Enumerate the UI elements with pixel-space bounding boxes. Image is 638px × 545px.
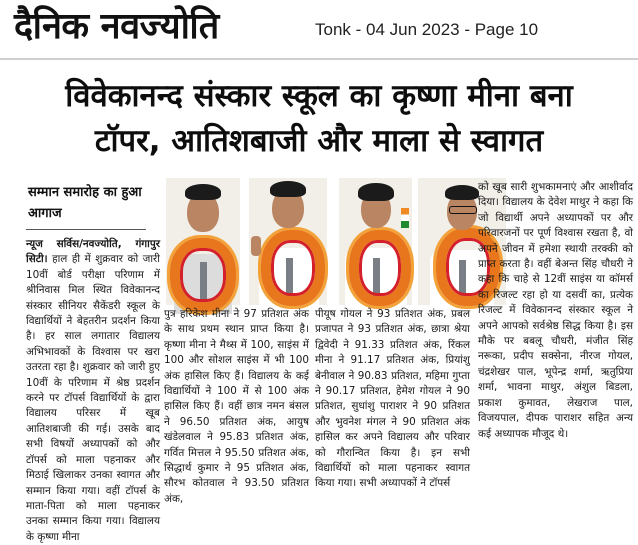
- article-column-1: [26, 237, 160, 543]
- article-dateline: न्यूज सर्विस/नवज्योति, गंगापुर सिटी।: [26, 238, 160, 266]
- spectacles-icon: [449, 206, 477, 214]
- masthead-divider: [0, 58, 638, 60]
- article-headline: [8, 74, 630, 164]
- article-column-3: पीयूष गोयल ने 93 प्रतिशत अंक, प्रबल प्रजापत ने 93 प्रतिशत अंक, छात्रा श्रेया द्विवेदी ने 91.33 प्रतिशत अंक, रिंकल मीना ने 91.17 प्रतिशत अंक, प्रियांशु बेनीवाल ने 90.83 प्रतिशत, महिमा गुप्ता ने 90.17 प्रतिशत, हेमेश गोयल ने 90 प्रतिशत, सुधांशु पाराशर ने 90 प्रतिशत और भुवनेश मंगल ने 90 प्रतिशत अंक हासिल कर अपने विद्यालय और परिवार को गौरान्वित किया है। इन सभी विद्यार्थियों को माला पहनाकर स्वागत किया गया। सभी अध्यापकों ने टॉपर्स: [315, 308, 470, 490]
- column-1-text: हाल ही में शुक्रवार को जारी 10वीं बोर्ड परीक्षा परिणाम में श्रीनिवास मिल स्थित विवेकानन्द संस्कार सीनियर सैकेंडरी स्कूल के विद्यार्थियों ने बेहतरीन प्रदर्शन किया है। हर साल लगातार विद्यालय अभिभावकों के विश्वास पर खरा उतरता रहा है। शुक्रवार को जारी हुए 10वीं के परिणाम में श्रेष्ठ प्रदर्शन करने पर टॉपर्स विद्यार्थियों के द्वारा विद्यालय परिसर में खूब आतिशबाजी की गई। उसके बाद सभी विषयों अध्यापकों को और टॉपर्स को माला पहनाकर और मिठाई खिलाकर उनका स्वागत और सम्मान किया गया। वहीं टॉपर्स के माता-पिता को माला पहनाकर उनका सम्मान किया गया। विद्यालय के कृष्णा मीना: [26, 253, 160, 543]
- article-subhead: सम्मान समारोह का हुआ आगाज: [28, 185, 142, 221]
- article-column-2: पुत्र हरिकेश मीना ने 97 प्रतिशत अंक के साथ प्रथम स्थान प्राप्त किया है। कृष्णा मीना ने मैथ्स में 100, साइंस में 100 और सोशल साइंस में भी 100 अंक हासिल किए हैं। विद्यालय के कई विद्यार्थियों ने 100 में से 100 अंक हासिल किए हैं। वहीं छात्र नमन बंसल ने 96.50 प्रतिशत अंक, आयुष खंडेलवाल ने 95.83 प्रतिशत अंक, गर्वित मित्तल ने 95.50 प्रतिशत अंक, सिद्धार्थ कुमार ने 95 प्रतिशत अंक, सौरभ कोतवाल ने 93.50 प्रतिशत अंक,: [164, 308, 309, 505]
- student-photo-1: [166, 178, 240, 305]
- subhead-underline: [26, 229, 146, 230]
- headline-line-1: विवेकानन्द संस्कार स्कूल का कृष्णा मीना बना: [65, 78, 573, 114]
- edition-date-page: Tonk - 04 Jun 2023 - Page 10: [315, 20, 539, 39]
- student-photo-3: [339, 178, 412, 305]
- masthead: [0, 0, 638, 60]
- student-photo-2: [249, 178, 327, 305]
- article-column-4: को खूब सारी शुभकामनाएं और आशीर्वाद दिया। विद्यालय के देवेश माथुर ने कहा कि जो विद्यार्थी अपने अध्यापकों पर और परिवारजनों पर पूर्ण विश्वास रखता है, वो अपने जीवन में हमेशा स्थायी तरक्की को प्राप्त करता है। वहीं बेअन्त सिंह चौधरी ने कहा कि चाहे से 12वीं साइंस या कॉमर्स का रिजल्ट रहा हो या दसवीं का, प्रत्येक रिजल्ट में विवेकानन्द संस्कार स्कूल ने अपने आपको सर्वश्रेष्ठ सिद्ध किया है। इस मौके पर बबलू चौधरी, मंजीत सिंह नरूका, प्रदीप सक्सेना, नीरज गोयल, चंद्रशेखर पाल, भूपेन्द्र शर्मा, ऋतुप्रिया शर्मा, भावना माथुर, अंशुल बिडला, प्रकाश कुमावत, लेखराज पाल, विजयपाल, दीपक पाराशर सहित अन्य कई अध्यापक मौजूद थे।: [478, 181, 633, 440]
- newspaper-name: दैनिक नवज्योति: [14, 5, 219, 47]
- headline-line-2: टॉपर, आतिशबाजी और माला से स्वागत: [94, 123, 544, 159]
